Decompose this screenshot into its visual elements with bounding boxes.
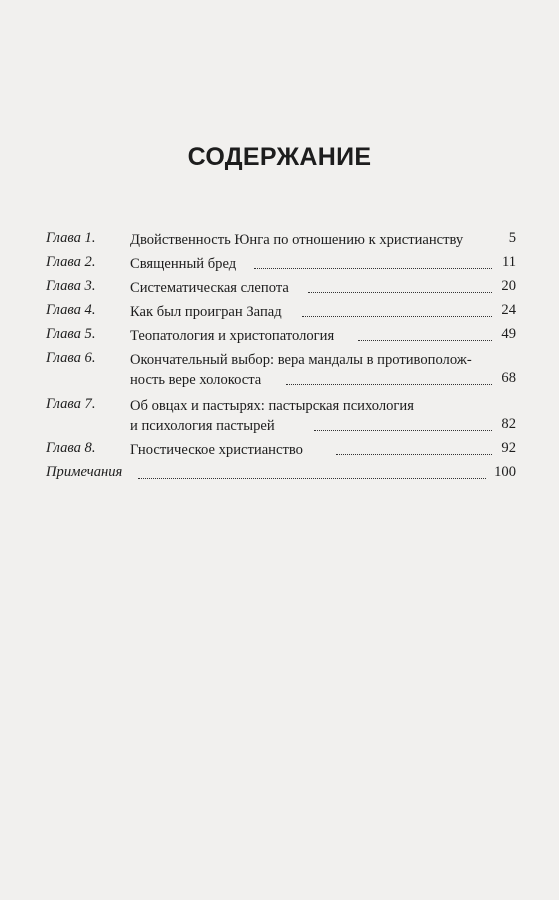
chapter-title-line: ность вере холокоста	[130, 372, 262, 388]
dot-leader	[286, 384, 492, 385]
dot-leader	[314, 430, 492, 431]
chapter-title-line: Окончательный выбор: вера мандалы в противополож-	[130, 352, 472, 368]
dot-leader	[308, 292, 492, 293]
page-number: 68	[501, 370, 516, 386]
chapter-label: Глава 5.	[46, 326, 96, 342]
notes-label: Примечания	[46, 464, 123, 480]
page-number: 82	[501, 416, 516, 432]
dot-leader	[336, 454, 492, 455]
chapter-title: Гностическое христианство	[130, 442, 303, 458]
chapter-title: Теопатология и христопатология	[130, 328, 335, 344]
chapter-label: Глава 4.	[46, 302, 96, 318]
page-number: 5	[508, 230, 516, 246]
chapter-title: Священный бред	[130, 256, 237, 272]
chapter-title-line: и психология пастырей	[130, 418, 275, 434]
dot-leader	[138, 478, 486, 479]
chapter-label: Глава 6.	[46, 350, 96, 366]
chapter-title: Двойственность Юнга по отношению к христианству	[130, 232, 464, 248]
page-number: 24	[501, 302, 516, 318]
chapter-label: Глава 7.	[46, 396, 96, 412]
page-number: 11	[501, 254, 516, 270]
chapter-label: Глава 3.	[46, 278, 96, 294]
chapter-label: Глава 2.	[46, 254, 96, 270]
chapter-title: Систематическая слепота	[130, 280, 289, 296]
dot-leader	[302, 316, 492, 317]
page-number: 100	[494, 464, 516, 480]
chapter-label: Глава 8.	[46, 440, 96, 456]
page-title: СОДЕРЖАНИЕ	[187, 143, 372, 171]
page-number: 20	[501, 278, 516, 294]
page-number: 92	[501, 440, 516, 456]
dot-leader	[254, 268, 492, 269]
chapter-title-line: Об овцах и пастырях: пастырская психология	[130, 398, 414, 414]
chapter-label: Глава 1.	[46, 230, 96, 246]
dot-leader	[358, 340, 492, 341]
page-number: 49	[501, 326, 516, 342]
chapter-title: Как был проигран Запад	[130, 304, 282, 320]
